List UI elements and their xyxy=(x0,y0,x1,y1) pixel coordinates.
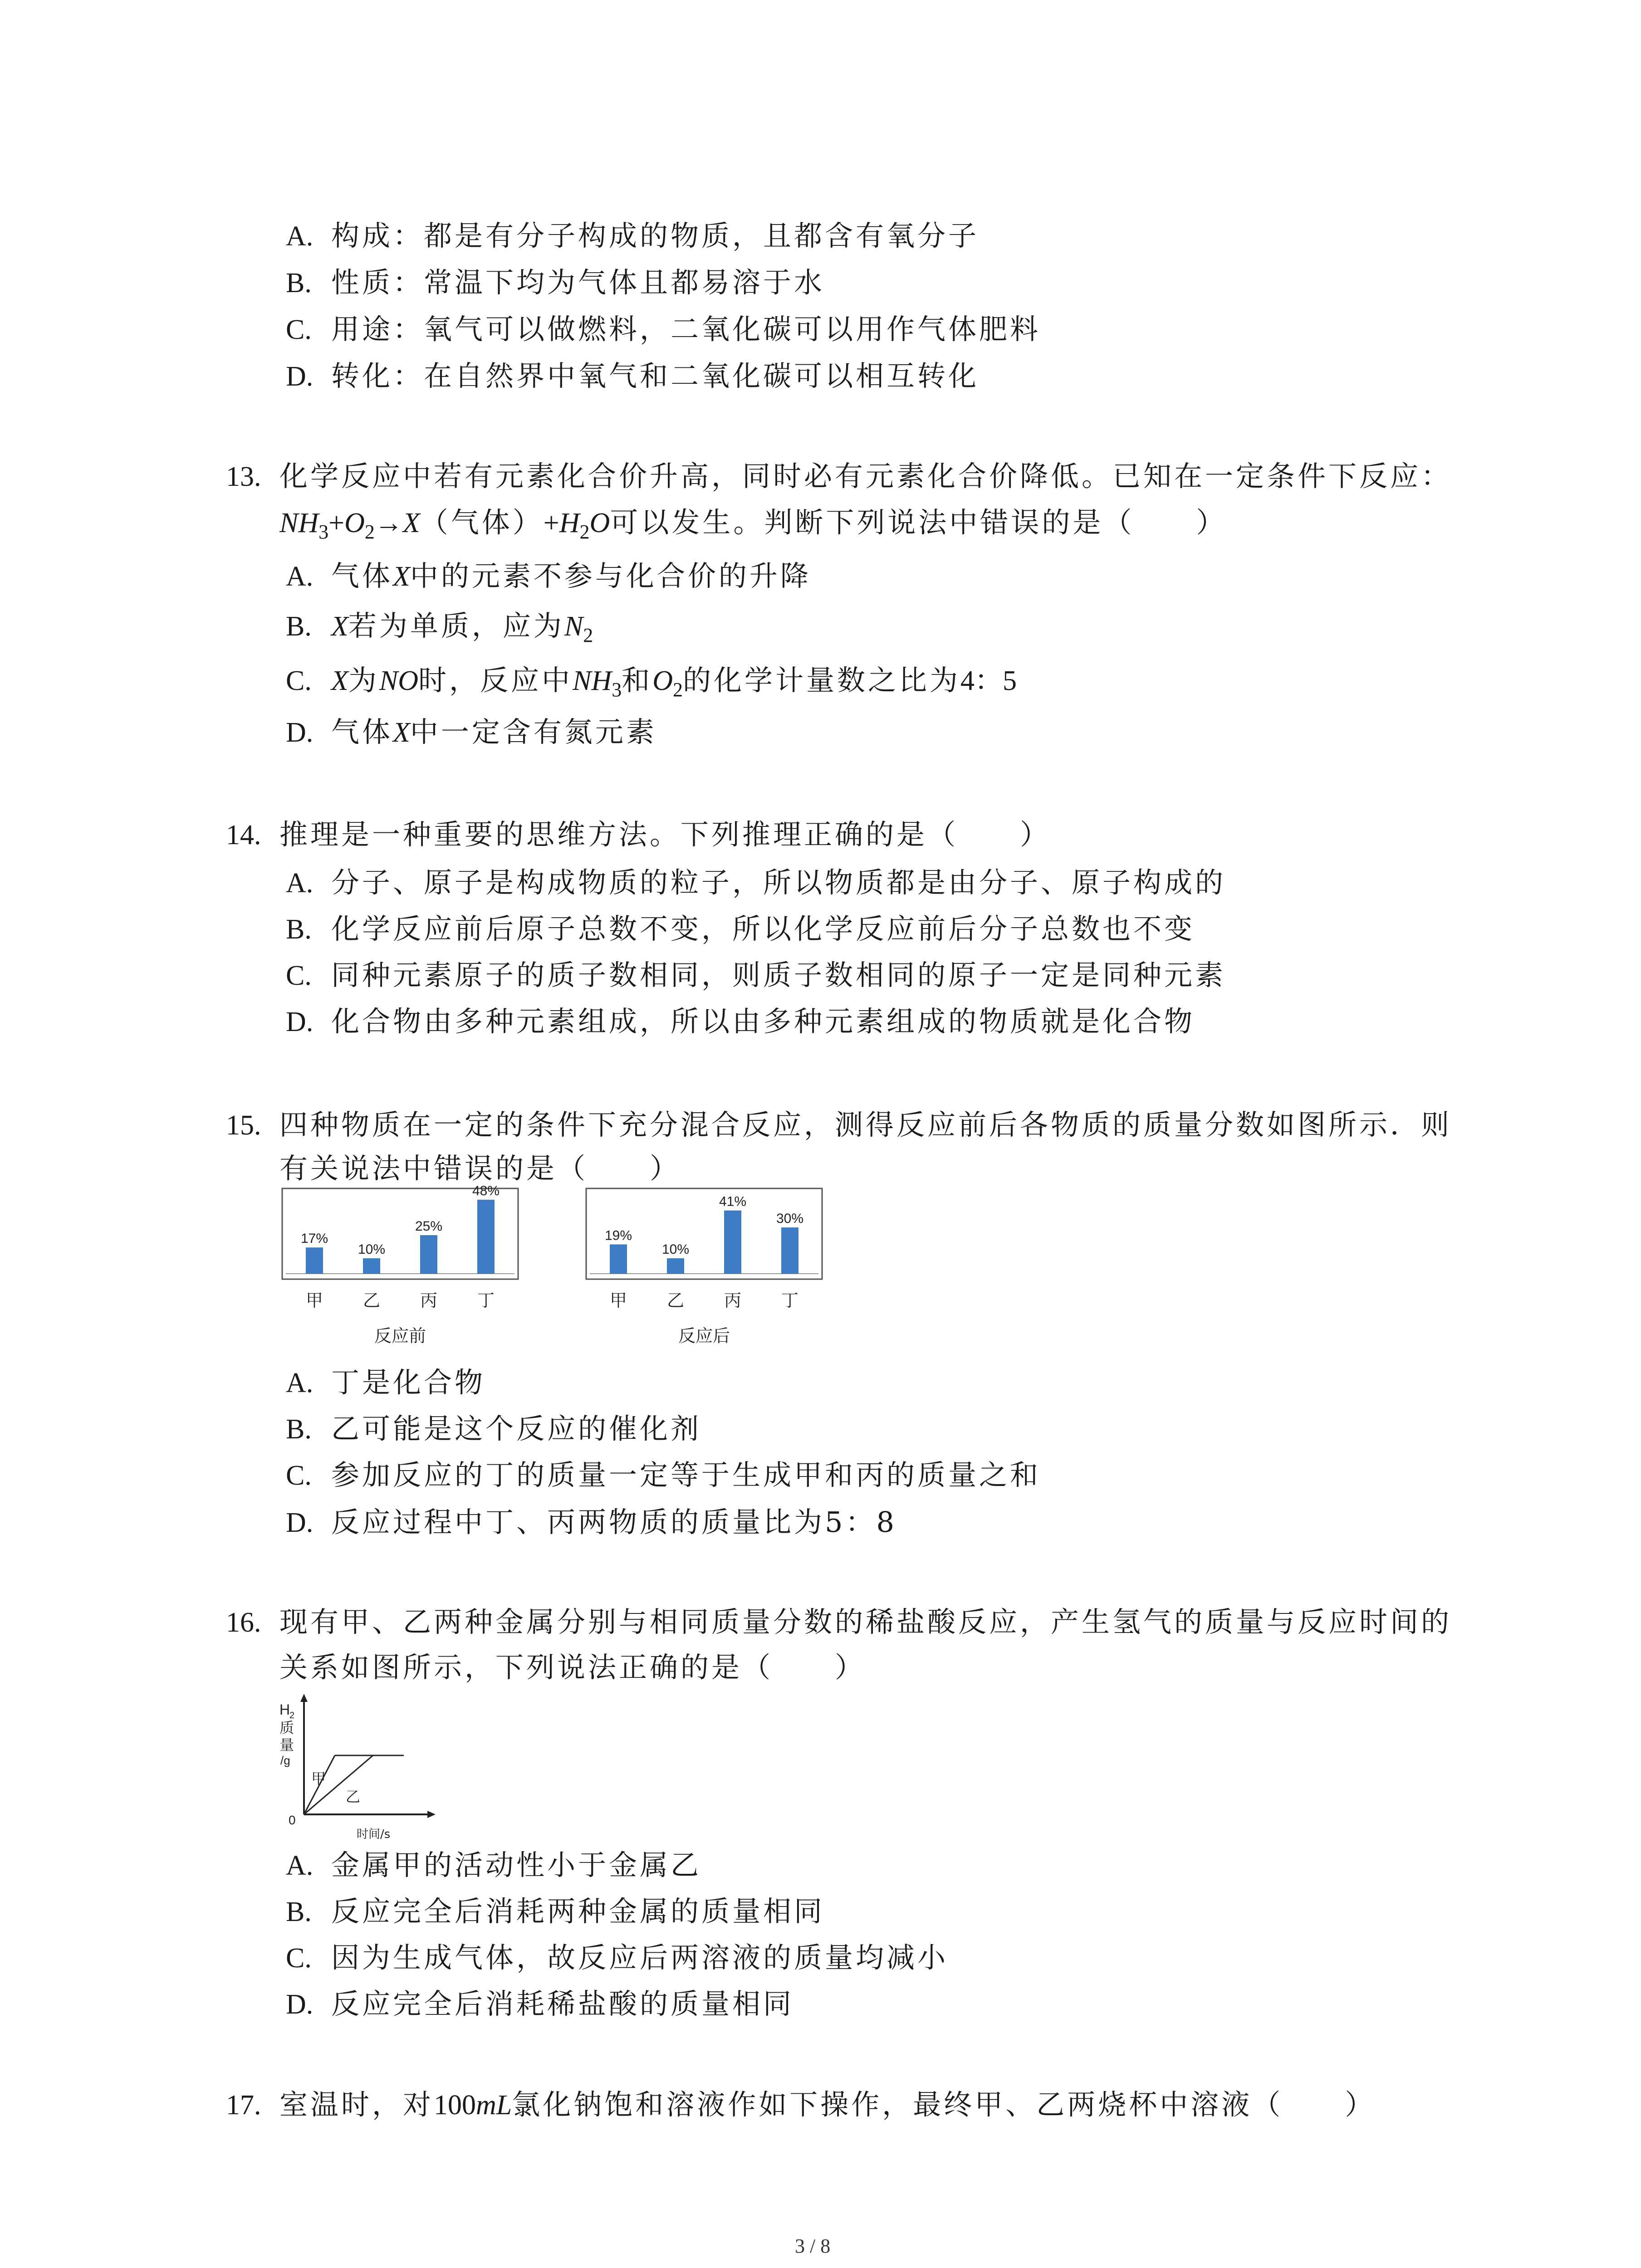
y-label-h: H xyxy=(279,1701,290,1718)
bar-1 xyxy=(306,1247,323,1274)
q13-option-d: D. 气体X中一定含有氮元素 xyxy=(286,715,657,748)
bar-3 xyxy=(724,1211,741,1274)
data-label-3: 25% xyxy=(415,1219,443,1234)
page-number: 3 / 8 xyxy=(795,2235,831,2257)
bar-2 xyxy=(667,1258,684,1274)
y-label-zhi: 质 xyxy=(279,1719,294,1736)
y-label-h-sub: 2 xyxy=(289,1711,295,1721)
data-label-1: 17% xyxy=(300,1231,328,1246)
data-label-2: 10% xyxy=(358,1242,386,1257)
q16-option-b: B. 反应完全后消耗两种金属的质量相同 xyxy=(286,1895,825,1928)
q16-stem-line2: 关系如图所示，下列说法正确的是（ ） xyxy=(279,1651,866,1684)
q16-option-d: D. 反应完全后消耗稀盐酸的质量相同 xyxy=(286,1987,794,2020)
q13-stem-line2: $NH_3+O_2\to X$（气体）$+H_2O$可以发生。判断下列说法中错误的是（ ） xyxy=(279,506,1227,543)
q13-option-a: A. 气体X中的元素不参与化合价的升降 xyxy=(286,559,811,592)
q15-option-c: C. 参加反应的丁的质量一定等于生成甲和丙的质量之和 xyxy=(286,1458,1041,1491)
bar-1 xyxy=(610,1244,627,1274)
x-axis-arrow-icon xyxy=(427,1811,436,1818)
q15-option-b: B. 乙可能是这个反应的催化剂 xyxy=(286,1412,702,1445)
category-label-3: 丙 xyxy=(420,1290,438,1310)
y-axis-arrow-icon xyxy=(300,1694,308,1702)
origin-label: 0 xyxy=(289,1813,296,1827)
q14-stem: 14. 推理是一种重要的思维方法。下列推理正确的是（ ） xyxy=(226,818,1051,851)
q14-option-c: C. 同种元素原子的质子数相同，则质子数相同的原子一定是同种元素 xyxy=(286,958,1226,992)
q12-option-c: C. 用途：氧气可以做燃料，二氧化碳可以用作气体肥料 xyxy=(286,313,1041,346)
category-label-3: 丙 xyxy=(724,1290,742,1310)
chart-title: 反应后 xyxy=(678,1326,730,1346)
data-label-2: 10% xyxy=(661,1242,690,1257)
q16-option-a: A. 金属甲的活动性小于金属乙 xyxy=(286,1848,702,1882)
q12-option-d: D. 转化：在自然界中氧气和二氧化碳可以相互转化 xyxy=(286,359,980,392)
bar-2 xyxy=(363,1258,380,1274)
q17-stem: 17. 室温时，对100mL氯化钠饱和溶液作如下操作，最终甲、乙两烧杯中溶液（ ） xyxy=(226,2088,1376,2121)
bar-4 xyxy=(781,1227,798,1274)
bar-4 xyxy=(477,1200,495,1274)
data-label-4: 48% xyxy=(472,1184,500,1198)
bar-chart-after xyxy=(576,1184,839,1356)
category-label-4: 丁 xyxy=(781,1290,799,1310)
y-label-unit: /g xyxy=(280,1754,290,1767)
q12-option-b: B. 性质：常温下均为气体且都易溶于水 xyxy=(286,266,825,299)
q14-option-b: B. 化学反应前后原子总数不变，所以化学反应前后分子总数也不变 xyxy=(286,912,1195,945)
chart-title: 反应前 xyxy=(374,1326,426,1346)
curve-label-yi: 乙 xyxy=(346,1788,361,1805)
q14-option-d: D. 化合物由多种元素组成，所以由多种元素组成的物质就是化合物 xyxy=(286,1005,1195,1038)
category-label-1: 甲 xyxy=(305,1290,323,1310)
x-axis-label: 时间/s xyxy=(357,1828,391,1841)
q16-option-c: C. 因为生成气体，故反应后两溶液的质量均减小 xyxy=(286,1941,949,1974)
y-label-liang: 量 xyxy=(279,1736,294,1754)
category-label-1: 甲 xyxy=(609,1290,627,1310)
q13-option-b: B. X若为单质，应为$N_2$ xyxy=(286,609,593,646)
data-label-4: 30% xyxy=(776,1211,804,1226)
q12-option-a: A. 构成：都是有分子构成的物质，且都含有氧分子 xyxy=(286,219,980,252)
category-label-2: 乙 xyxy=(362,1290,381,1310)
q15-option-a: A. 丁是化合物 xyxy=(286,1366,486,1399)
q13-stem-line1: 13. 化学反应中若有元素化合价升高，同时必有元素化合价降低。已知在一定条件下反应： xyxy=(226,459,1452,493)
hydrogen-mass-time-graph xyxy=(268,1692,449,1846)
category-label-2: 乙 xyxy=(666,1290,685,1310)
q14-option-a: A. 分子、原子是构成物质的粒子，所以物质都是由分子、原子构成的 xyxy=(286,866,1226,899)
category-label-4: 丁 xyxy=(477,1290,495,1310)
data-label-3: 41% xyxy=(719,1194,747,1209)
q15-stem-line2: 有关说法中错误的是（ ） xyxy=(279,1152,681,1185)
q15-stem-line1: 15. 四种物质在一定的条件下充分混合反应，测得反应前后各物质的质量分数如图所示．则 xyxy=(226,1108,1452,1141)
q16-stem-line1: 16. 现有甲、乙两种金属分别与相同质量分数的稀盐酸反应，产生氢气的质量与反应时间的 xyxy=(226,1605,1452,1638)
data-label-1: 19% xyxy=(604,1228,632,1243)
curve-label-jia: 甲 xyxy=(311,1770,326,1787)
q15-option-d: D. 反应过程中丁、丙两物质的质量比为5：8 xyxy=(286,1505,897,1539)
bar-chart-before xyxy=(272,1184,535,1356)
q13-option-c: C. X为NO时，反应中$NH_3$和$O_2$的化学计量数之比为4：5 xyxy=(286,664,1017,701)
bar-3 xyxy=(420,1235,437,1274)
